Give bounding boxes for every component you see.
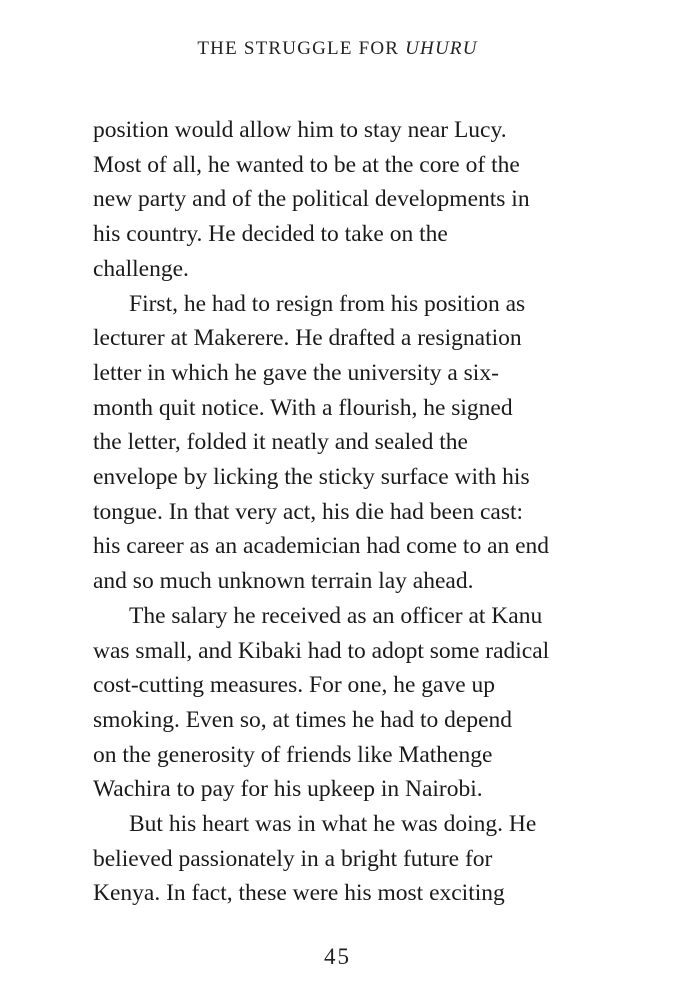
text-line: believed passionately in a bright future for xyxy=(93,845,493,872)
running-header xyxy=(0,38,675,60)
text-line: his career as an academician had come to an end xyxy=(93,533,550,560)
paragraph-first-line: But his heart was in what he was doing. He xyxy=(129,811,537,838)
body-text xyxy=(93,113,593,911)
text-line: smoking. Even so, at times he had to depend xyxy=(93,706,513,733)
text-line: his country. He decided to take on the xyxy=(93,221,448,248)
text-line: was small, and Kibaki had to adopt some radical xyxy=(93,637,550,664)
text-line: Kenya. In fact, these were his most exciting xyxy=(93,880,505,907)
running-header-title-italic: UHURU xyxy=(405,38,478,59)
paragraph-first-line: First, he had to resign from his position as xyxy=(129,290,526,317)
page-number: 45 xyxy=(324,944,351,969)
text-line: tongue. In that very act, his die had been cast: xyxy=(93,498,524,525)
text-line: Wachira to pay for his upkeep in Nairobi. xyxy=(93,776,483,803)
text-line: cost-cutting measures. For one, he gave up xyxy=(93,672,496,699)
text-line: month quit notice. With a flourish, he signed xyxy=(93,394,513,421)
text-line: lecturer at Makerere. He drafted a resignation xyxy=(93,325,522,352)
paragraph-first-line: The salary he received as an officer at Kanu xyxy=(129,602,543,629)
text-line: new party and of the political developments in xyxy=(93,186,530,213)
running-header-title: THE STRUGGLE FOR xyxy=(197,38,406,59)
text-line: letter in which he gave the university a six- xyxy=(93,359,499,386)
text-line: the letter, folded it neatly and sealed the xyxy=(93,429,468,456)
text-line: position would allow him to stay near Lucy. xyxy=(93,117,507,143)
text-line: Most of all, he wanted to be at the core of the xyxy=(93,151,520,178)
text-line: challenge. xyxy=(93,255,189,282)
text-line: on the generosity of friends like Mathenge xyxy=(93,741,493,768)
text-line: and so much unknown terrain lay ahead. xyxy=(93,568,474,595)
text-line: envelope by licking the sticky surface with his xyxy=(93,464,530,491)
